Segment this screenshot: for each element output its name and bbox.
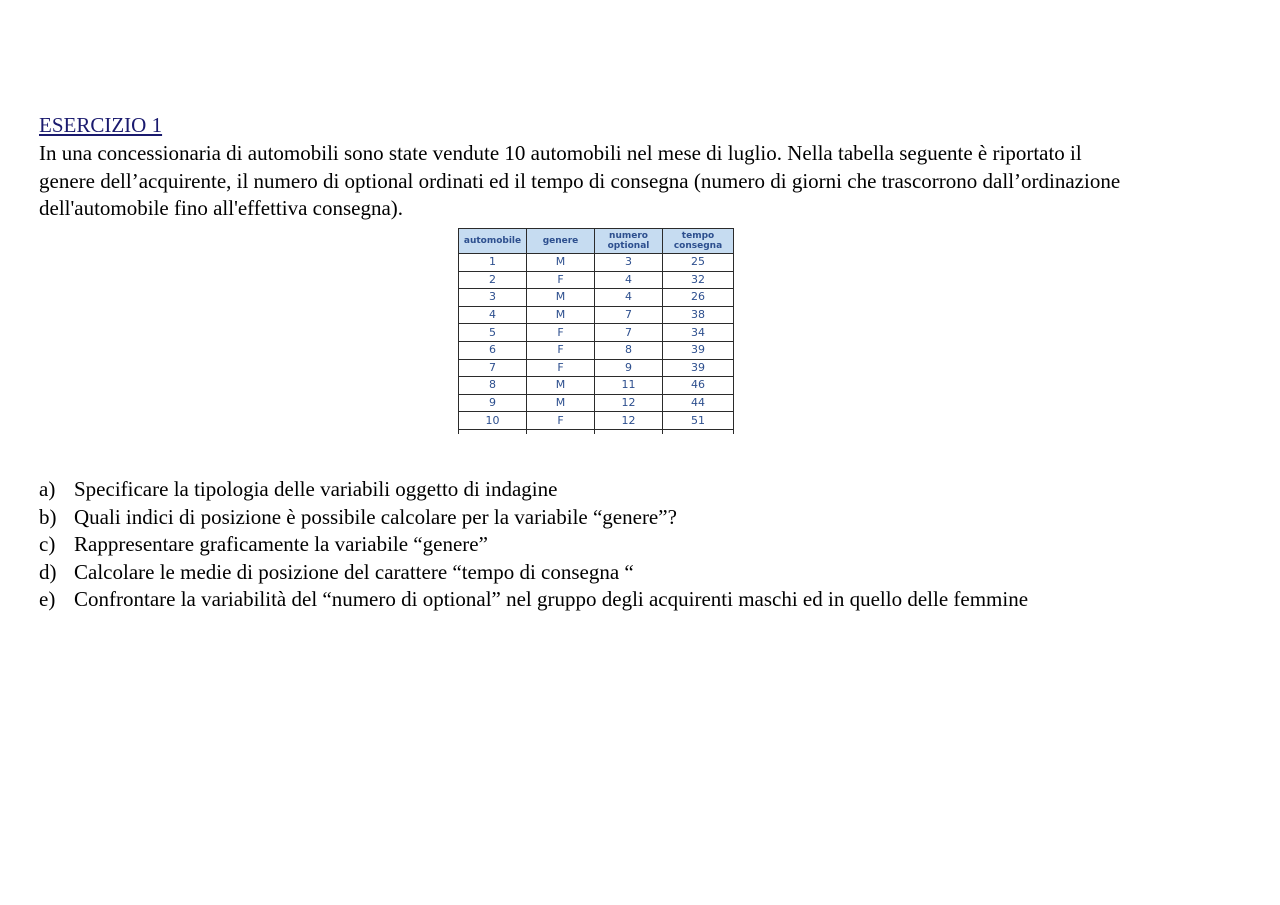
table-cell: 44 [663, 394, 734, 412]
table-cell: 7 [459, 359, 527, 377]
table-cell: F [527, 412, 595, 430]
table-cell: 3 [595, 254, 663, 272]
table-cell: 39 [663, 341, 734, 359]
table-cell: 4 [595, 271, 663, 289]
question-letter: d) [39, 559, 57, 584]
table-cell: 5 [459, 324, 527, 342]
exercise-title: ESERCIZIO 1 [39, 113, 163, 137]
table-cell: 38 [663, 306, 734, 324]
table-cell: 3 [459, 289, 527, 307]
table-cell: 39 [663, 359, 734, 377]
table-cell: 25 [663, 254, 734, 272]
table-cell: 8 [595, 341, 663, 359]
table-cell: 4 [595, 289, 663, 307]
table-row [459, 359, 734, 377]
table-cell: 34 [663, 324, 734, 342]
table-cell: 10 [459, 412, 527, 430]
question-letter: b) [39, 504, 57, 529]
data-table-container [458, 228, 733, 434]
question-text: Quali indici di posizione è possibile calcolare per la variabile “genere”? [74, 504, 677, 529]
intro-line: In una concessionaria di automobili sono state vendute 10 automobili nel mese di luglio. Nella tabella seguente è riportato il [39, 141, 1082, 165]
data-table [458, 228, 734, 434]
intro-paragraph [39, 140, 1239, 223]
question-list [39, 476, 1028, 614]
header-genere: genere [527, 229, 595, 254]
table-cell: M [527, 377, 595, 395]
table-cell: M [527, 254, 595, 272]
table-cell: M [527, 306, 595, 324]
table-cell: F [527, 359, 595, 377]
table-cell: 12 [595, 394, 663, 412]
question-text: Confrontare la variabilità del “numero di optional” nel gruppo degli acquirenti maschi ed in quello delle femmine [74, 587, 1029, 612]
question-text: Specificare la tipologia delle variabili oggetto di indagine [74, 477, 558, 501]
table-cell: M [527, 394, 595, 412]
table-cell: 46 [663, 377, 734, 395]
table-row [459, 377, 734, 395]
table-row [459, 412, 734, 430]
header-numero-optional: numero optional [595, 229, 663, 254]
table-row [459, 394, 734, 412]
header-tempo-consegna: tempo consegna [663, 229, 734, 254]
table-tail-row [459, 429, 734, 434]
table-cell: 7 [595, 306, 663, 324]
intro-line: genere dell’acquirente, il numero di optional ordinati ed il tempo di consegna (numero di giorni che trascorrono dall’ordinazione [39, 168, 1121, 193]
table-cell: 7 [595, 324, 663, 342]
table-cell: 11 [595, 377, 663, 395]
table-cell: 6 [459, 341, 527, 359]
question-text: Calcolare le medie di posizione del carattere “tempo di consegna “ [74, 559, 634, 584]
table-row [459, 289, 734, 307]
table-cell: F [527, 271, 595, 289]
question-text: Rappresentare graficamente la variabile “genere” [74, 532, 488, 557]
table-row [459, 271, 734, 289]
intro-line: dell'automobile fino all'effettiva consegna). [39, 196, 404, 220]
question-letter: c) [39, 532, 56, 557]
table-cell: 32 [663, 271, 734, 289]
question-letter: e) [39, 587, 56, 612]
table-cell: 9 [595, 359, 663, 377]
table-header-row [459, 229, 734, 254]
table-cell: 12 [595, 412, 663, 430]
table-cell: 8 [459, 377, 527, 395]
table-cell: 1 [459, 254, 527, 272]
table-cell: 4 [459, 306, 527, 324]
table-cell: 9 [459, 394, 527, 412]
table-cell: 2 [459, 271, 527, 289]
header-automobile: automobile [459, 229, 527, 254]
table-row [459, 324, 734, 342]
question-item [39, 559, 1028, 587]
table-cell: M [527, 289, 595, 307]
question-item [39, 504, 1028, 532]
question-item [39, 476, 1028, 504]
table-row [459, 306, 734, 324]
question-letter: a) [39, 477, 56, 501]
table-cell: 51 [663, 412, 734, 430]
table-cell: F [527, 324, 595, 342]
table-cell: F [527, 341, 595, 359]
table-row [459, 341, 734, 359]
question-item [39, 531, 1028, 559]
table-cell: 26 [663, 289, 734, 307]
question-item [39, 586, 1028, 614]
table-row [459, 254, 734, 272]
